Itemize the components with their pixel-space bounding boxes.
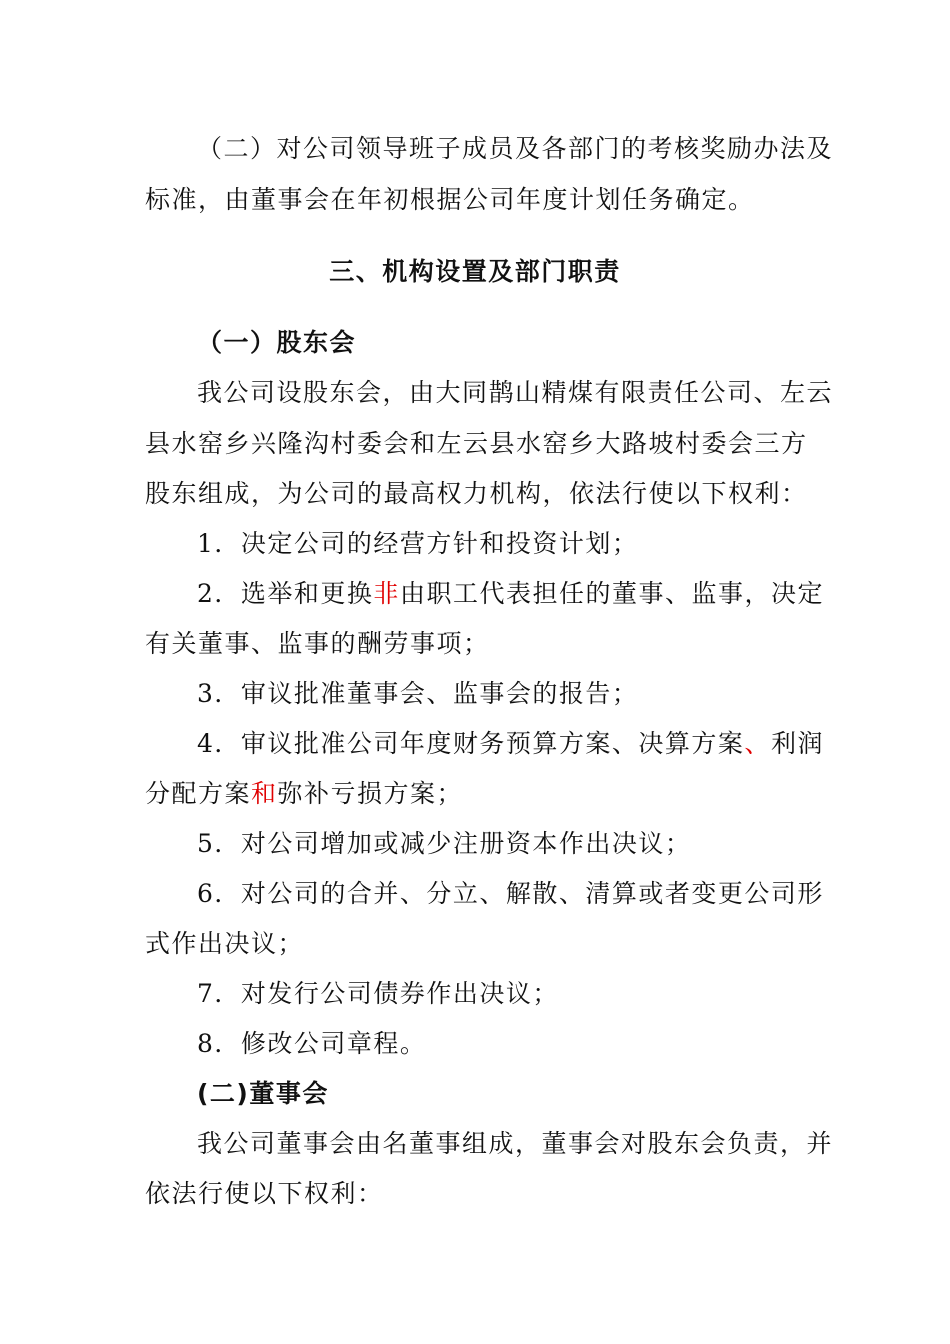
text-span: 4．审议批准公司年度财务预算方案、决算方案 [197, 729, 745, 758]
text-span: 2．选举和更换 [197, 579, 374, 608]
list-item-continuation: 式作出决议； [145, 929, 305, 958]
paragraph-line: 我公司设股东会，由大同鹊山精煤有限责任公司、左云 [197, 378, 834, 407]
section-heading: 三、机构设置及部门职责 [329, 257, 621, 286]
paragraph-line: 县水窑乡兴隆沟村委会和左云县水窑乡大路坡村委会三方 [145, 429, 808, 458]
paragraph-line: 标准，由董事会在年初根据公司年度计划任务确定。 [145, 185, 755, 214]
list-item: 8．修改公司章程。 [197, 1029, 427, 1058]
list-item: 6．对公司的合并、分立、解散、清算或者变更公司形 [197, 879, 824, 908]
paragraph-line: 我公司董事会由名董事组成，董事会对股东会负责，并 [197, 1129, 834, 1158]
paragraph-line: 股东组成，为公司的最高权力机构，依法行使以下权利： [145, 479, 808, 508]
list-item [197, 577, 824, 611]
list-item: 7．对发行公司债券作出决议； [197, 979, 559, 1008]
list-item: 3．审议批准董事会、监事会的报告； [197, 679, 639, 708]
subsection-title: (二)董事会 [197, 1079, 329, 1108]
list-item-continuation [145, 777, 805, 811]
text-span: 分配方案 [145, 779, 252, 808]
text-span: 由职工代表担任的董事、监事，决定 [399, 579, 824, 608]
list-item [197, 727, 824, 761]
list-item-continuation: 有关董事、监事的酬劳事项； [145, 629, 490, 658]
highlighted-text: 和 [251, 779, 278, 808]
list-item: 1．决定公司的经营方针和投资计划； [197, 529, 639, 558]
highlighted-text: 、 [744, 729, 771, 758]
paragraph-line: 依法行使以下权利： [145, 1179, 384, 1208]
list-item: 5．对公司增加或减少注册资本作出决议； [197, 829, 692, 858]
highlighted-text: 非 [373, 579, 400, 608]
text-span: 利润 [770, 729, 824, 758]
paragraph-line: （二）对公司领导班子成员及各部门的考核奖励办法及 [197, 134, 834, 163]
text-span: 弥补亏损方案； [277, 779, 464, 808]
subsection-title: （一）股东会 [197, 328, 357, 357]
